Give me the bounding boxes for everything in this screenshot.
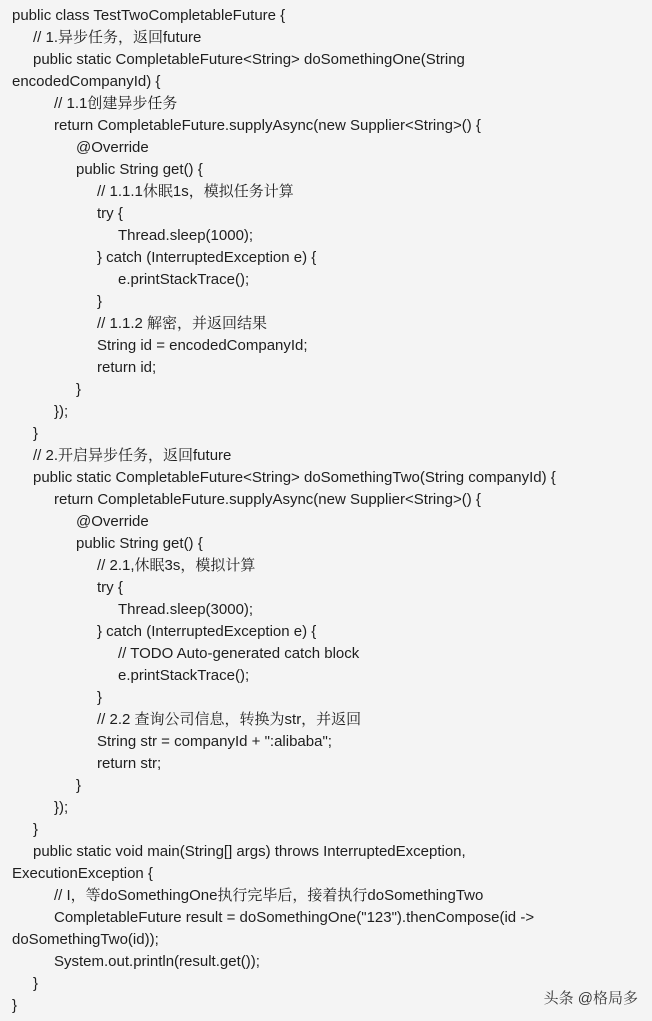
code-line: public static CompletableFuture<String> doSomethingOne(String — [33, 51, 465, 68]
code-line: public static void main(String[] args) throws InterruptedException, — [33, 843, 466, 860]
code-line: System.out.println(result.get()); — [54, 953, 260, 970]
code-line: return CompletableFuture.supplyAsync(new Supplier<String>() { — [54, 491, 481, 508]
code-line: // TODO Auto-generated catch block — [118, 645, 360, 662]
code-line: // 2.开启异步任务，返回future — [33, 447, 232, 464]
code-line: public static CompletableFuture<String> doSomethingTwo(String companyId) { — [33, 469, 556, 486]
code-block — [12, 5, 646, 1017]
code-line: } — [97, 293, 103, 310]
code-line: try { — [97, 205, 123, 222]
code-line: e.printStackTrace(); — [118, 667, 250, 684]
code-line: @Override — [76, 513, 149, 530]
code-line: // 2.2 查询公司信息，转换为str，并返回 — [97, 711, 362, 728]
code-line: @Override — [76, 139, 149, 156]
code-line: CompletableFuture result = doSomethingOne("123").thenCompose(id -> — [54, 909, 535, 926]
code-line: } — [33, 821, 39, 838]
code-line: // 1.1.1休眠1s，模拟任务计算 — [97, 183, 294, 200]
code-line: doSomethingTwo(id)); — [12, 931, 159, 948]
code-line: Thread.sleep(1000); — [118, 227, 254, 244]
code-line: }); — [54, 403, 69, 420]
code-line: // 1.1.2 解密，并返回结果 — [97, 315, 268, 332]
code-line: encodedCompanyId) { — [12, 73, 161, 90]
code-line: String str = companyId + ":alibaba"; — [97, 733, 332, 750]
code-line: ExecutionException { — [12, 865, 153, 882]
code-line: Thread.sleep(3000); — [118, 601, 254, 618]
code-line: return id; — [97, 359, 157, 376]
code-line: return str; — [97, 755, 162, 772]
code-line: String id = encodedCompanyId; — [97, 337, 308, 354]
code-line: }); — [54, 799, 69, 816]
code-line: // I，等doSomethingOne执行完毕后，接着执行doSomethingTwo — [54, 887, 484, 904]
code-line: public String get() { — [76, 535, 203, 552]
code-line: } catch (InterruptedException e) { — [97, 623, 317, 640]
code-line: e.printStackTrace(); — [118, 271, 250, 288]
code-line: public class TestTwoCompletableFuture { — [12, 7, 286, 24]
code-line: // 2.1,休眠3s，模拟计算 — [97, 557, 256, 574]
code-line: } — [97, 689, 103, 706]
code-line: try { — [97, 579, 123, 596]
code-line: } — [76, 777, 82, 794]
code-line: } — [76, 381, 82, 398]
code-line: public String get() { — [76, 161, 203, 178]
code-line: // 1.1创建异步任务 — [54, 95, 178, 112]
watermark: 头条 @格局多 — [543, 990, 638, 1007]
code-line: return CompletableFuture.supplyAsync(new Supplier<String>() { — [54, 117, 481, 134]
code-line: // 1.异步任务，返回future — [33, 29, 202, 46]
code-line: } — [33, 425, 39, 442]
code-line: } — [12, 997, 18, 1014]
code-line: } — [33, 975, 39, 992]
code-line: } catch (InterruptedException e) { — [97, 249, 317, 266]
